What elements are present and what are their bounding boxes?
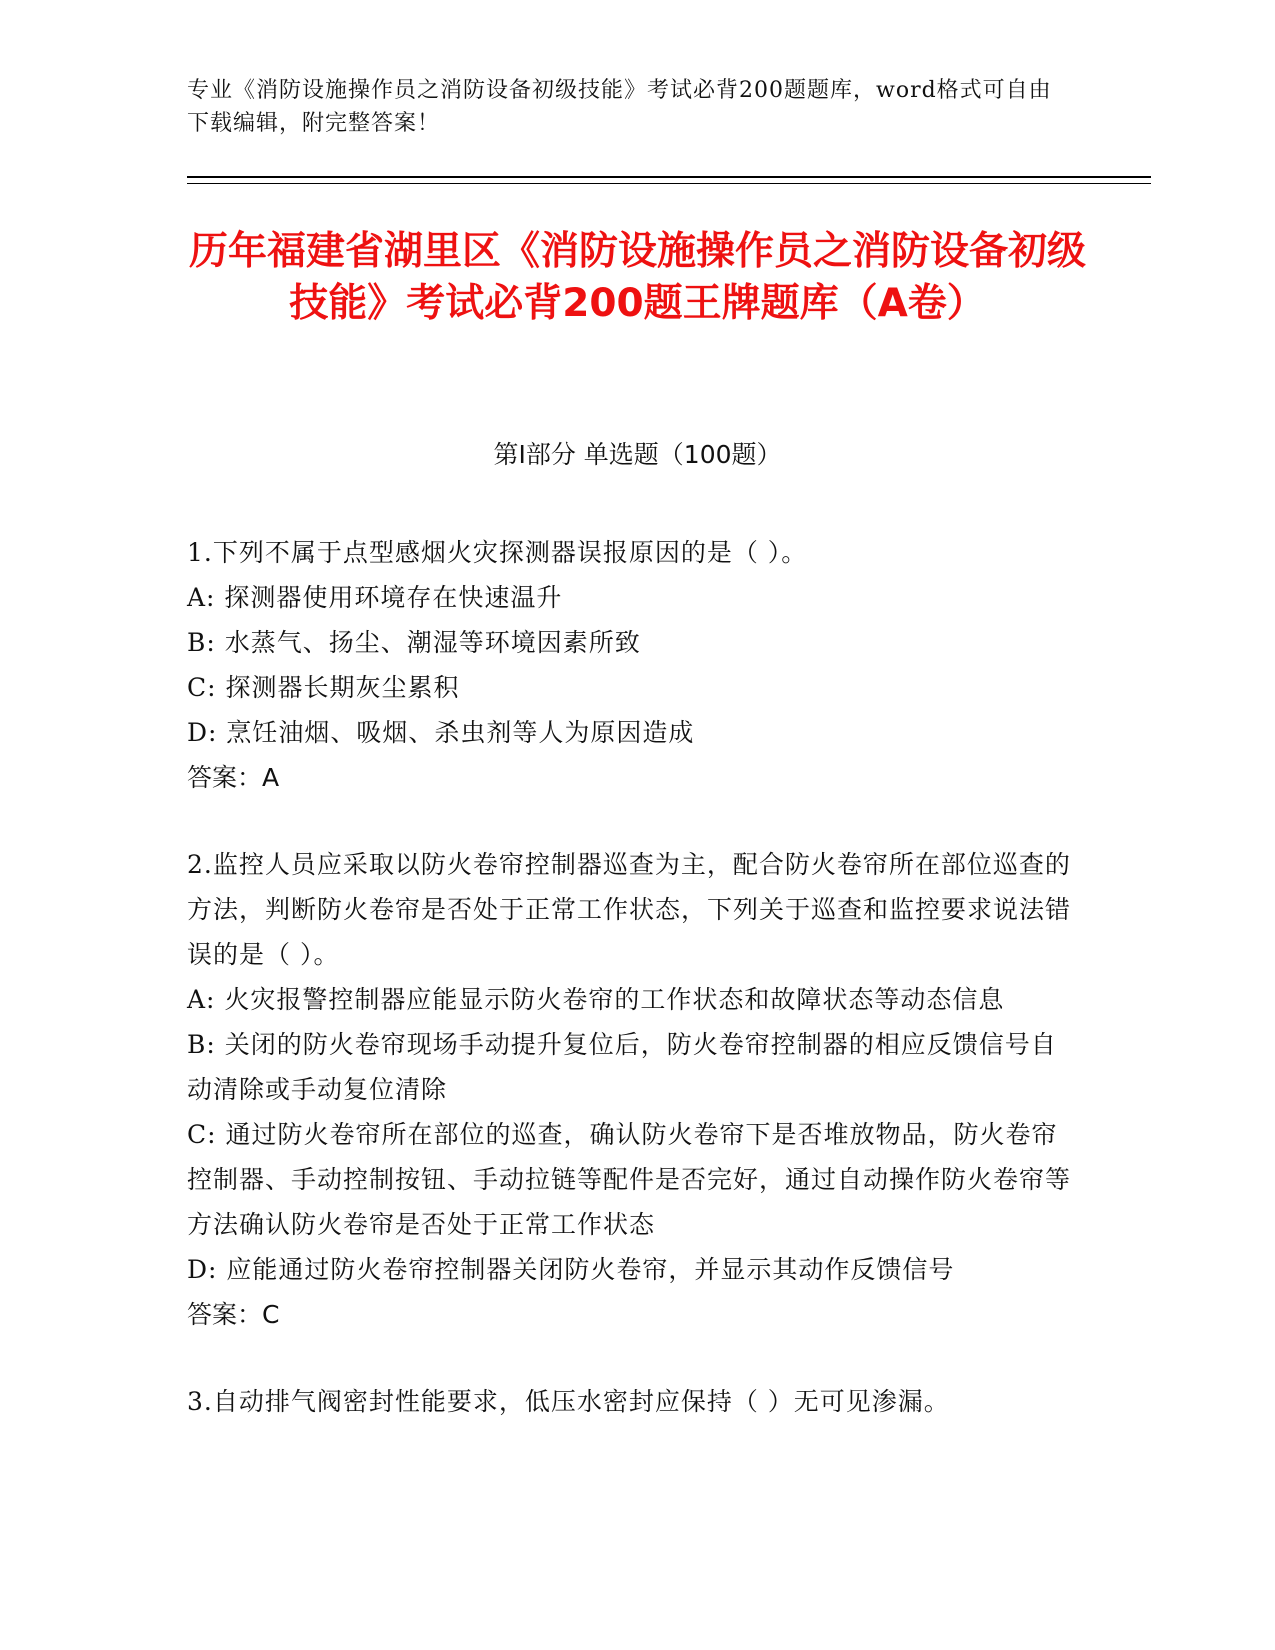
question-1: [187, 530, 1077, 800]
option-d: D: 应能通过防火卷帘控制器关闭防火卷帘，并显示其动作反馈信号: [187, 1255, 955, 1284]
answer-label: 答案：C: [187, 1300, 280, 1329]
option-c: C: 通过防火卷帘所在部位的巡查，确认防火卷帘下是否堆放物品，防火卷帘控制器、手动控制按钮、手动拉链等配件是否完好，通过自动操作防火卷帘等方法确认防火卷帘是否处于正常工作状态: [187, 1120, 1072, 1239]
question-text: 1.下列不属于点型感烟火灾探测器误报原因的是（ ）。: [187, 538, 808, 567]
header-divider-thick: [187, 176, 1151, 178]
section-title: 第I部分 单选题（100题）: [493, 440, 782, 469]
option-c: C: 探测器长期灰尘累积: [187, 673, 460, 702]
header-note: 专业《消防设施操作员之消防设备初级技能》考试必背200题题库，word格式可自由下载编辑，附完整答案！: [187, 78, 1052, 136]
header-divider-thin: [187, 183, 1151, 184]
question-3: [187, 1379, 1077, 1424]
question-2: [187, 842, 1077, 1337]
answer-label: 答案：A: [187, 763, 280, 792]
document-title: 历年福建省湖里区《消防设施操作员之消防设备初级技能》考试必背200题王牌题库（A卷）: [188, 229, 1086, 326]
option-d: D: 烹饪油烟、吸烟、杀虫剂等人为原因造成: [187, 718, 695, 747]
option-b: B: 水蒸气、扬尘、潮湿等环境因素所致: [187, 628, 641, 657]
option-b: B: 关闭的防火卷帘现场手动提升复位后，防火卷帘控制器的相应反馈信号自动清除或手动复位清除: [187, 1030, 1057, 1104]
question-text: 2.监控人员应采取以防火卷帘控制器巡查为主，配合防火卷帘所在部位巡查的方法，判断防火卷帘是否处于正常工作状态，下列关于巡查和监控要求说法错误的是（ ）。: [187, 850, 1072, 969]
option-a: A: 火灾报警控制器应能显示防火卷帘的工作状态和故障状态等动态信息: [187, 985, 1005, 1014]
question-text: 3.自动排气阀密封性能要求，低压水密封应保持（ ）无可见渗漏。: [187, 1387, 950, 1416]
question-list: [187, 530, 1077, 1466]
option-a: A: 探测器使用环境存在快速温升: [187, 583, 563, 612]
